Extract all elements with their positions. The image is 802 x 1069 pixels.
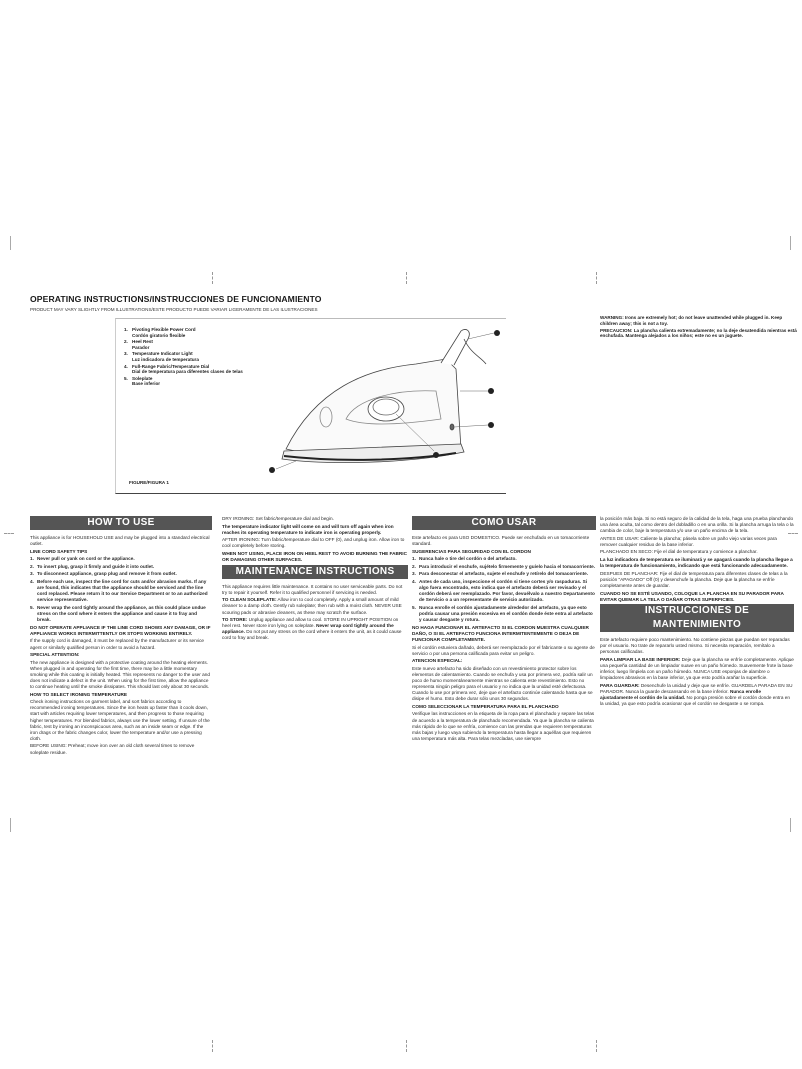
paragraph [30, 535, 212, 547]
column-como-usar [412, 516, 596, 743]
part-name-en: Soleplate [132, 375, 153, 381]
bold-text: NO HAGA FUNCIONAR EL ARTEFACTO SI EL CORDON MUESTRA CUALQUIER DAÑO, O SI EL ARTEFACTO FUNCIONA INTERMITENTEMENTE O DEJA DE FUNCIONAR COMPLETAMENTE. [412, 624, 589, 642]
paragraph [600, 516, 794, 534]
body-text: Do not put any stress on the cord where it enters the unit, as it could cause cord to fray and break. [222, 629, 402, 641]
list-text: Never wrap the cord tightly around the appliance, as this could place undue stress on the cord where it enters the appliance and cause it to fray and break. [37, 604, 206, 623]
figure-label: FIGURE/FIGURA 1 [129, 480, 169, 485]
bold-text: CUANDO NO SE ESTÉ USANDO, COLOQUE LA PLANCHA EN SU PARADOR PARA EVITAR QUEMAR LA TELA O DAÑAR OTRAS SUPERFICIES. [600, 590, 784, 602]
section-header: INSTRUCCIONES DE MANTENIMIENTO [600, 604, 794, 632]
list-number: 4. [412, 579, 416, 585]
part-text [132, 351, 199, 362]
section-header: COMO USAR [412, 516, 596, 530]
bold-text: Never wrap cord tightly around the appliance. [222, 623, 394, 635]
list-item [412, 571, 596, 577]
bold-text: COMO SELECCIONAR LA TEMPERATURA PARA EL PLANCHADO [412, 703, 559, 709]
body-text: Este artefacto es para USO DOMESTICO. Puede ser enchufado en un tomacorriente standard. [412, 535, 590, 547]
part-item [124, 364, 243, 375]
body-text: ANTES DE USAR: Caliente la plancha; pásela sobre un paño viejo varias veces para remover cualquier residuo de la base inferior. [600, 535, 777, 547]
bold-text: TO CLEAN SOLEPLATE: [222, 597, 277, 603]
bold-text: TO STORE: [222, 617, 248, 623]
body-text: BEFORE USING: Preheat; move iron over an old cloth several times to remove soleplate residue. [30, 743, 195, 755]
part-name-es: Base inferior [132, 381, 161, 387]
crop-mark [596, 1040, 597, 1052]
paragraph [222, 537, 408, 549]
paragraph [600, 683, 794, 707]
body-text: Allow iron to cool completely. Apply a small amount of mild cleaner to a damp cloth. Gently rub soleplate; then rub with a moist cloth. NEVER USE scouring pads or abrasive cleaners, as these may scratch the surface. [222, 597, 402, 615]
paragraph [222, 584, 408, 596]
crop-mark [406, 1040, 407, 1052]
paragraph [600, 536, 794, 548]
part-number: 1. [124, 327, 128, 332]
body-text: Unplug appliance and allow to cool. STORE IN UPRIGHT POSITION on heel rest. Never store iron lying on soleplate. [222, 617, 399, 629]
body-text: Deje que la plancha se enfríe completamente. Aplique una pequeña cantidad de un limpiador suave en un paño húmedo. Suavemente frote la base inferior, luego límpiela con un paño húmedo. NUNCA USE esponjas de alambre o limpiadores abrasivos en la base inferior, ya que esto podría arañar la superficie. [600, 657, 794, 681]
paragraph [30, 625, 212, 637]
list-number: 2. [412, 563, 416, 569]
bold-text: La luz indicadora de temperatura se iluminará y se apagará cuando la plancha llegue a la temperatura de funcionamiento, indicando que está funcionando adecuadamente. [600, 557, 793, 569]
paragraph [412, 711, 596, 741]
bold-text: ATENCION ESPECIAL: [412, 658, 463, 664]
parts-list [124, 327, 243, 388]
paragraph [30, 743, 212, 755]
body-text: PLANCHADO EN SECO: Fije el dial de temperatura y comience a planchar. [600, 549, 758, 555]
page-subtitle: PRODUCT MAY VARY SLIGHTLY FROM ILLUSTRATIONS/ESTE PRODUCTO PUEDE VARIAR LIGERAMENTE DE LAS ILUSTRACIONES [30, 307, 318, 312]
list-text: Nunca enrolle el cordón ajustadamente alrededor del artefacto, ya que esto podría causar una presión excesiva en el cordón donde éste entra al artefacto y causar desgaste y rotura. [419, 604, 593, 623]
callout-3 [488, 422, 494, 428]
part-name-es: Dial de temperatura para diferentes clases de telas [132, 369, 243, 375]
part-name-en: Full-Range Fabric/Temperature Dial [132, 363, 210, 369]
paragraph [412, 658, 596, 664]
page-title: OPERATING INSTRUCTIONS/INSTRUCCIONES DE FUNCIONAMIENTO [30, 294, 322, 304]
crop-mark [10, 818, 11, 832]
paragraph [222, 524, 408, 536]
body-text: Verifique las instrucciones en la etiqueta de la ropa para el planchado y separe las telas de acuerdo a la temperatura de planchado recomendada. Ya que la plancha se calienta más rápido de lo que se enfría, comience con las prendas que requieren temperaturas más bajas y luego vaya subiendo la temperatura hasta llegar a aquéllas que requieren una temperatura más alta. Para telas mezcladas, use siempre [412, 711, 595, 741]
list-number: 2. [30, 563, 34, 569]
paragraph [30, 699, 212, 742]
warning-notice [600, 315, 800, 340]
column-mantenimiento [600, 516, 794, 709]
callout-5 [269, 467, 275, 473]
bold-text: SPECIAL ATTENTION: [30, 652, 80, 658]
warning-es: PRECAUCION: La plancha calienta extremadamente; no la deje desatendida mientras está enchufada. Mantenga alejados a los niños; este no es un juguete. [600, 327, 797, 339]
list-number: 5. [30, 604, 34, 610]
column-maintenance [222, 516, 408, 643]
list-text: Antes de cada uso, inspeccione el cordón si tiene cortes y/o raspaduras. Si algo fuera encontrado, esto indica que el artefacto deberá ser revisado y el cordón deberá ser reemplazado. Por favor, devuélvalo a nuestro Departamento de Servicio o a un representante de servicio autorizado. [419, 579, 595, 603]
part-number: 4. [124, 363, 128, 369]
list-item [412, 556, 596, 562]
bold-text: LINE CORD SAFETY TIPS [30, 548, 88, 554]
list-number: 3. [30, 571, 34, 577]
body-text: This appliance requires little maintenance. It contains no user serviceable parts. Do not try to repair it yourself. Refer it to qualified personnel if servicing is needed. [222, 583, 403, 595]
paragraph [222, 597, 408, 615]
body-text: Este artefacto requiere poco mantenimiento. No contiene piezas que puedan ser reparadas por el usuario. No trate de repararlo usted mismo. Si necesita reparación, remítalo a personas calificadas. [600, 637, 790, 655]
list-text: To disconnect appliance, grasp plug and remove it from outlet. [37, 571, 177, 577]
body-text: Este nuevo artefacto ha sido diseñado con un revestimiento protector sobre los elementos de calentamiento. Cuando se enchufa y usa por primera vez, podría salir un poco de humo momentáneamente mientras se calienta este revestimiento. Esto no representa ningún peligro para el usuario y no indica que la unidad esté defectuosa. Cuando lo use por primera vez, deje que el artefacto continúe calentando hasta que se disipe el humo. Esto debe durar sólo unos 30 segundos. [412, 665, 593, 702]
section-header: MAINTENANCE INSTRUCTIONS [222, 565, 408, 579]
body-text: DESPUES DE PLANCHAR: Fije el dial de temperatura para diferentes clases de telas a la posición "APAGADO" Off (0) y desenchufe la plancha. Deje que la plancha se enfríe completamente antes de guardar. [600, 570, 788, 588]
list-text: Never pull or yank on cord or the appliance. [37, 556, 135, 562]
bold-text: WHEN NOT USING, PLACE IRON ON HEEL REST TO AVOID BURNING THE FABRIC OR DAMAGING OTHER SURFACES. [222, 550, 407, 563]
part-name-en: Temperature Indicator Light [132, 351, 193, 357]
body-text: DRY IRONING: Set fabric/temperature dial and begin. [222, 516, 334, 521]
list-number: 1. [412, 556, 416, 562]
list-text: Nunca hale o tire del cordón o del artefacto. [419, 556, 517, 562]
paragraph [30, 549, 212, 555]
paragraph [30, 660, 212, 690]
list-item [30, 579, 212, 603]
paragraph [600, 657, 794, 681]
part-text [132, 376, 160, 387]
part-name-es: Cordón giratorio flexible [132, 332, 186, 338]
body-text: No ponga presión sobre el cordón donde entra en la unidad, ya que esto podría ocasionar que el cordón se desgaste o se rompa. [600, 695, 790, 707]
crop-mark [790, 818, 791, 832]
part-number: 2. [124, 339, 128, 345]
body-text: Desenchufe la unidad y deje que se enfríe. GUARDELA PARADA EN SU PARADOR. Nunca la guarde descansando en la base inferior. [600, 682, 793, 694]
list-item [30, 556, 212, 562]
paragraph [222, 617, 408, 641]
part-item [124, 376, 243, 387]
part-item [124, 351, 243, 362]
part-name-en: Heel Rest [132, 339, 153, 345]
iron-illustration [256, 319, 506, 493]
body-text: AFTER IRONING: Turn fabric/temperature dial to OFF (0), and unplug iron. Allow iron to cool completely before storing. [222, 537, 405, 549]
paragraph [222, 551, 408, 563]
part-name-es: Parador [132, 344, 150, 350]
crop-mark [406, 272, 407, 284]
list-item [30, 564, 212, 570]
paragraph [30, 638, 212, 650]
paragraph [412, 704, 596, 710]
paragraph [412, 535, 596, 547]
paragraph [412, 625, 596, 643]
paragraph [412, 666, 596, 703]
list-item [412, 579, 596, 603]
section-header: HOW TO USE [30, 516, 212, 530]
part-text [132, 339, 153, 350]
callout-1 [494, 330, 500, 336]
part-number: 5. [124, 375, 128, 381]
list-item [412, 564, 596, 570]
paragraph [600, 549, 794, 555]
paragraph [600, 557, 794, 569]
bold-text: The temperature indicator light will come on and will turn off again when iron reaches its operating temperature to indicate iron is operating properly. [222, 523, 394, 535]
body-text: la posición más baja. Si no está seguro de la calidad de la tela, haga una prueba planchando una área oculta, tal como dentro del dobladillo o en una orilla. Si la plancha arruga la tela o la cambia de color, baje la temperatura y/o use un paño encima de la tela. [600, 516, 794, 534]
bold-text: Nunca enrolle ajustadamente el cordón de la unidad. [600, 688, 761, 701]
part-item [124, 327, 243, 338]
paragraph [30, 652, 212, 658]
part-item [124, 339, 243, 350]
column-how-to-use [30, 516, 212, 757]
crop-mark [4, 533, 14, 534]
part-text [132, 364, 243, 375]
body-text: This appliance is for HOUSEHOLD USE and may be plugged into a standard electrical outlet. [30, 535, 210, 547]
bold-text: SUGERENCIAS PARA SEGURIDAD CON EL CORDON [412, 548, 531, 554]
part-number: 3. [124, 351, 128, 357]
bold-text: HOW TO SELECT IRONING TEMPERATURE [30, 691, 127, 697]
list-text: Before each use, inspect the line cord for cuts and/or abrasion marks. If any are found, this indicates that the appliance should be serviced and the line cord replaced. Please return it to our Service Department or to an authorized service representative. [37, 579, 208, 603]
crop-mark [790, 236, 791, 250]
list-number: 3. [412, 571, 416, 577]
paragraph [600, 637, 794, 655]
callout-4 [433, 452, 439, 458]
bold-text: PARA LIMPIAR LA BASE INFERIOR: [600, 657, 681, 662]
paragraph [600, 591, 794, 603]
list-text: Para desconectar el artefacto, sujete el enchufe y retírelo del tomacorriente. [419, 571, 589, 577]
warning-en: WARNING: Irons are extremely hot; do not leave unattended while plugged in. Keep children away; this is not a toy. [600, 315, 783, 326]
bold-text: PARA GUARDAR: [600, 682, 640, 688]
part-name-en: Pivoting Flexible Power Cord [132, 327, 196, 332]
bold-text: DO NOT OPERATE APPLIANCE IF THE LINE CORD SHOWS ANY DAMAGE, OR IF APPLIANCE WORKS INTERMITTENTLY OR STOPS WORKING ENTIRELY. [30, 624, 211, 636]
list-item [412, 605, 596, 623]
list-item [30, 571, 212, 577]
paragraph [600, 571, 794, 589]
callout-2 [488, 388, 494, 394]
list-text: Para introducir el enchufe, sujételo firmemente y guíelo hacia el tomacorriente. [419, 563, 596, 569]
figure-1 [115, 318, 506, 494]
paragraph [30, 692, 212, 698]
crop-mark [212, 1040, 213, 1052]
list-number: 4. [30, 579, 34, 585]
crop-mark [10, 236, 11, 250]
list-item [30, 605, 212, 623]
list-text: To insert plug, grasp it firmly and guide it into outlet. [37, 563, 155, 569]
body-text: The new appliance is designed with a protective coating around the heating elements. When plugged in and operating for the first time, there may be a little momentary smoking while this coating is initially heated. This represents no danger to the user and does not indicate a defect in the unit. When using for the first time, allow the appliance to continue heating until the smoke dissipates. This should last only about 30 seconds. [30, 659, 210, 690]
crop-mark [596, 272, 597, 284]
paragraph [412, 645, 596, 657]
body-text: Si el cordón estuviera dañado, deberá ser reemplazado por el fabricante o su agente de servicio o por una persona calificada para evitar un peligro. [412, 644, 595, 656]
body-text: If the supply cord is damaged, it must be replaced by the manufacturer or its service agent or similarly qualified person in order to avoid a hazard. [30, 638, 205, 650]
paragraph [222, 516, 408, 522]
part-name-es: Luz indicadora de temperatura [132, 356, 199, 362]
crop-mark [212, 272, 213, 284]
list-number: 5. [412, 604, 416, 610]
list-number: 1. [30, 556, 34, 562]
body-text: Check ironing instructions on garment label, and sort fabrics according to recommended ironing temperatures. Since the iron heats up faster than it cools down, start with articles requiring lower temperatures, and then progress to those requiring higher temperatures. For blended fabrics, always use the lower setting. If unsure of the fabric, test by ironing an inconspicuous area, such as an inside seam or edge. If the iron drags or the fabric changes color, lower the temperature and/or use a pressing cloth. [30, 699, 210, 741]
part-text [132, 327, 196, 338]
paragraph [412, 549, 596, 555]
